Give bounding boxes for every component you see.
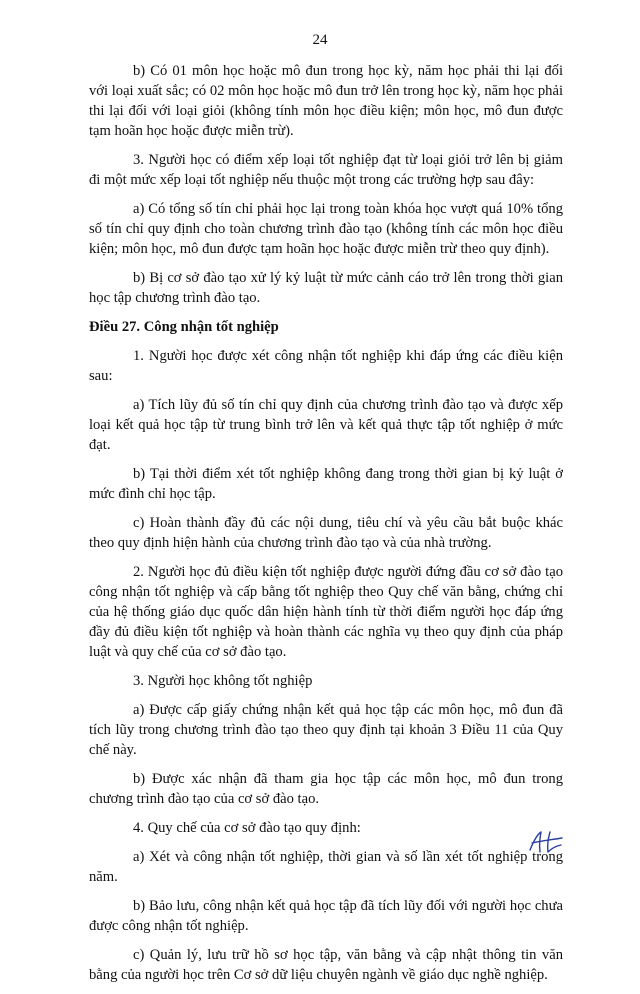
- article-heading: Điều 27. Công nhận tốt nghiệp: [89, 319, 279, 335]
- page-number: 24: [312, 32, 328, 48]
- paragraph: b) Có 01 môn học hoặc mô đun trong học kỳ, năm học phải thi lại đối với loại xuất sắc; có 02 môn học hoặc mô đun trở lên trong học kỳ, năm học phải thi lại đối với loại giỏi (không tính môn học điều kiện; môn học, mô đun được tạm hoãn học hoặc được miễn trừ).: [89, 63, 563, 139]
- paragraph: b) Bị cơ sở đào tạo xử lý kỷ luật từ mức cảnh cáo trở lên trong thời gian học tập chương trình đào tạo.: [89, 270, 563, 306]
- document-body: [89, 61, 563, 994]
- paragraph: a) Tích lũy đủ số tín chỉ quy định của chương trình đào tạo và được xếp loại kết quả học tập từ trung bình trở lên và kết quả thực tập tốt nghiệp ở mức đạt.: [89, 397, 563, 453]
- paragraph: 2. Người học đủ điều kiện tốt nghiệp được người đứng đầu cơ sở đào tạo công nhận tốt nghiệp và cấp bằng tốt nghiệp theo Quy chế văn bằng, chứng chỉ của hệ thống giáo dục quốc dân hiện hành tính từ thời điểm người học đáp ứng đầy đủ điều kiện tốt nghiệp và hoàn thành các nghĩa vụ theo quy định của pháp luật và quy chế của cơ sở đào tạo.: [89, 564, 563, 660]
- paragraph: 4. Quy chế của cơ sở đào tạo quy định:: [133, 820, 361, 836]
- paragraph: c) Quản lý, lưu trữ hồ sơ học tập, văn bằng và cập nhật thông tin văn bằng của người học trên Cơ sở dữ liệu chuyên ngành về giáo dục nghề nghiệp.: [89, 947, 563, 983]
- initials-signature: [526, 828, 566, 856]
- paragraph: 1. Người học được xét công nhận tốt nghiệp khi đáp ứng các điều kiện sau:: [89, 348, 563, 384]
- paragraph: 3. Người học không tốt nghiệp: [133, 673, 313, 689]
- paragraph: b) Bảo lưu, công nhận kết quả học tập đã tích lũy đối với người học chưa được công nhận tốt nghiệp.: [89, 898, 563, 934]
- paragraph: a) Có tổng số tín chỉ phải học lại trong toàn khóa học vượt quá 10% tổng số tín chỉ quy định cho toàn chương trình đào tạo (không tính các môn học điều kiện; môn học, mô đun được tạm hoãn học hoặc được miễn trừ theo quy định).: [89, 201, 563, 257]
- paragraph: a) Xét và công nhận tốt nghiệp, thời gian và số lần xét tốt nghiệp trong năm.: [89, 849, 563, 885]
- paragraph: 3. Người học có điểm xếp loại tốt nghiệp đạt từ loại giỏi trở lên bị giảm đi một mức xếp loại tốt nghiệp nếu thuộc một trong các trường hợp sau đây:: [89, 152, 563, 188]
- paragraph: b) Tại thời điểm xét tốt nghiệp không đang trong thời gian bị kỷ luật ở mức đình chỉ học tập.: [89, 466, 563, 502]
- paragraph: a) Được cấp giấy chứng nhận kết quả học tập các môn học, mô đun đã tích lũy trong chương trình đào tạo theo quy định tại khoản 3 Điều 11 của Quy chế này.: [89, 702, 563, 758]
- paragraph: c) Hoàn thành đầy đủ các nội dung, tiêu chí và yêu cầu bắt buộc khác theo quy định hiện hành của chương trình đào tạo và của nhà trường.: [89, 515, 563, 551]
- paragraph: b) Được xác nhận đã tham gia học tập các môn học, mô đun trong chương trình đào tạo của cơ sở đào tạo.: [89, 771, 563, 807]
